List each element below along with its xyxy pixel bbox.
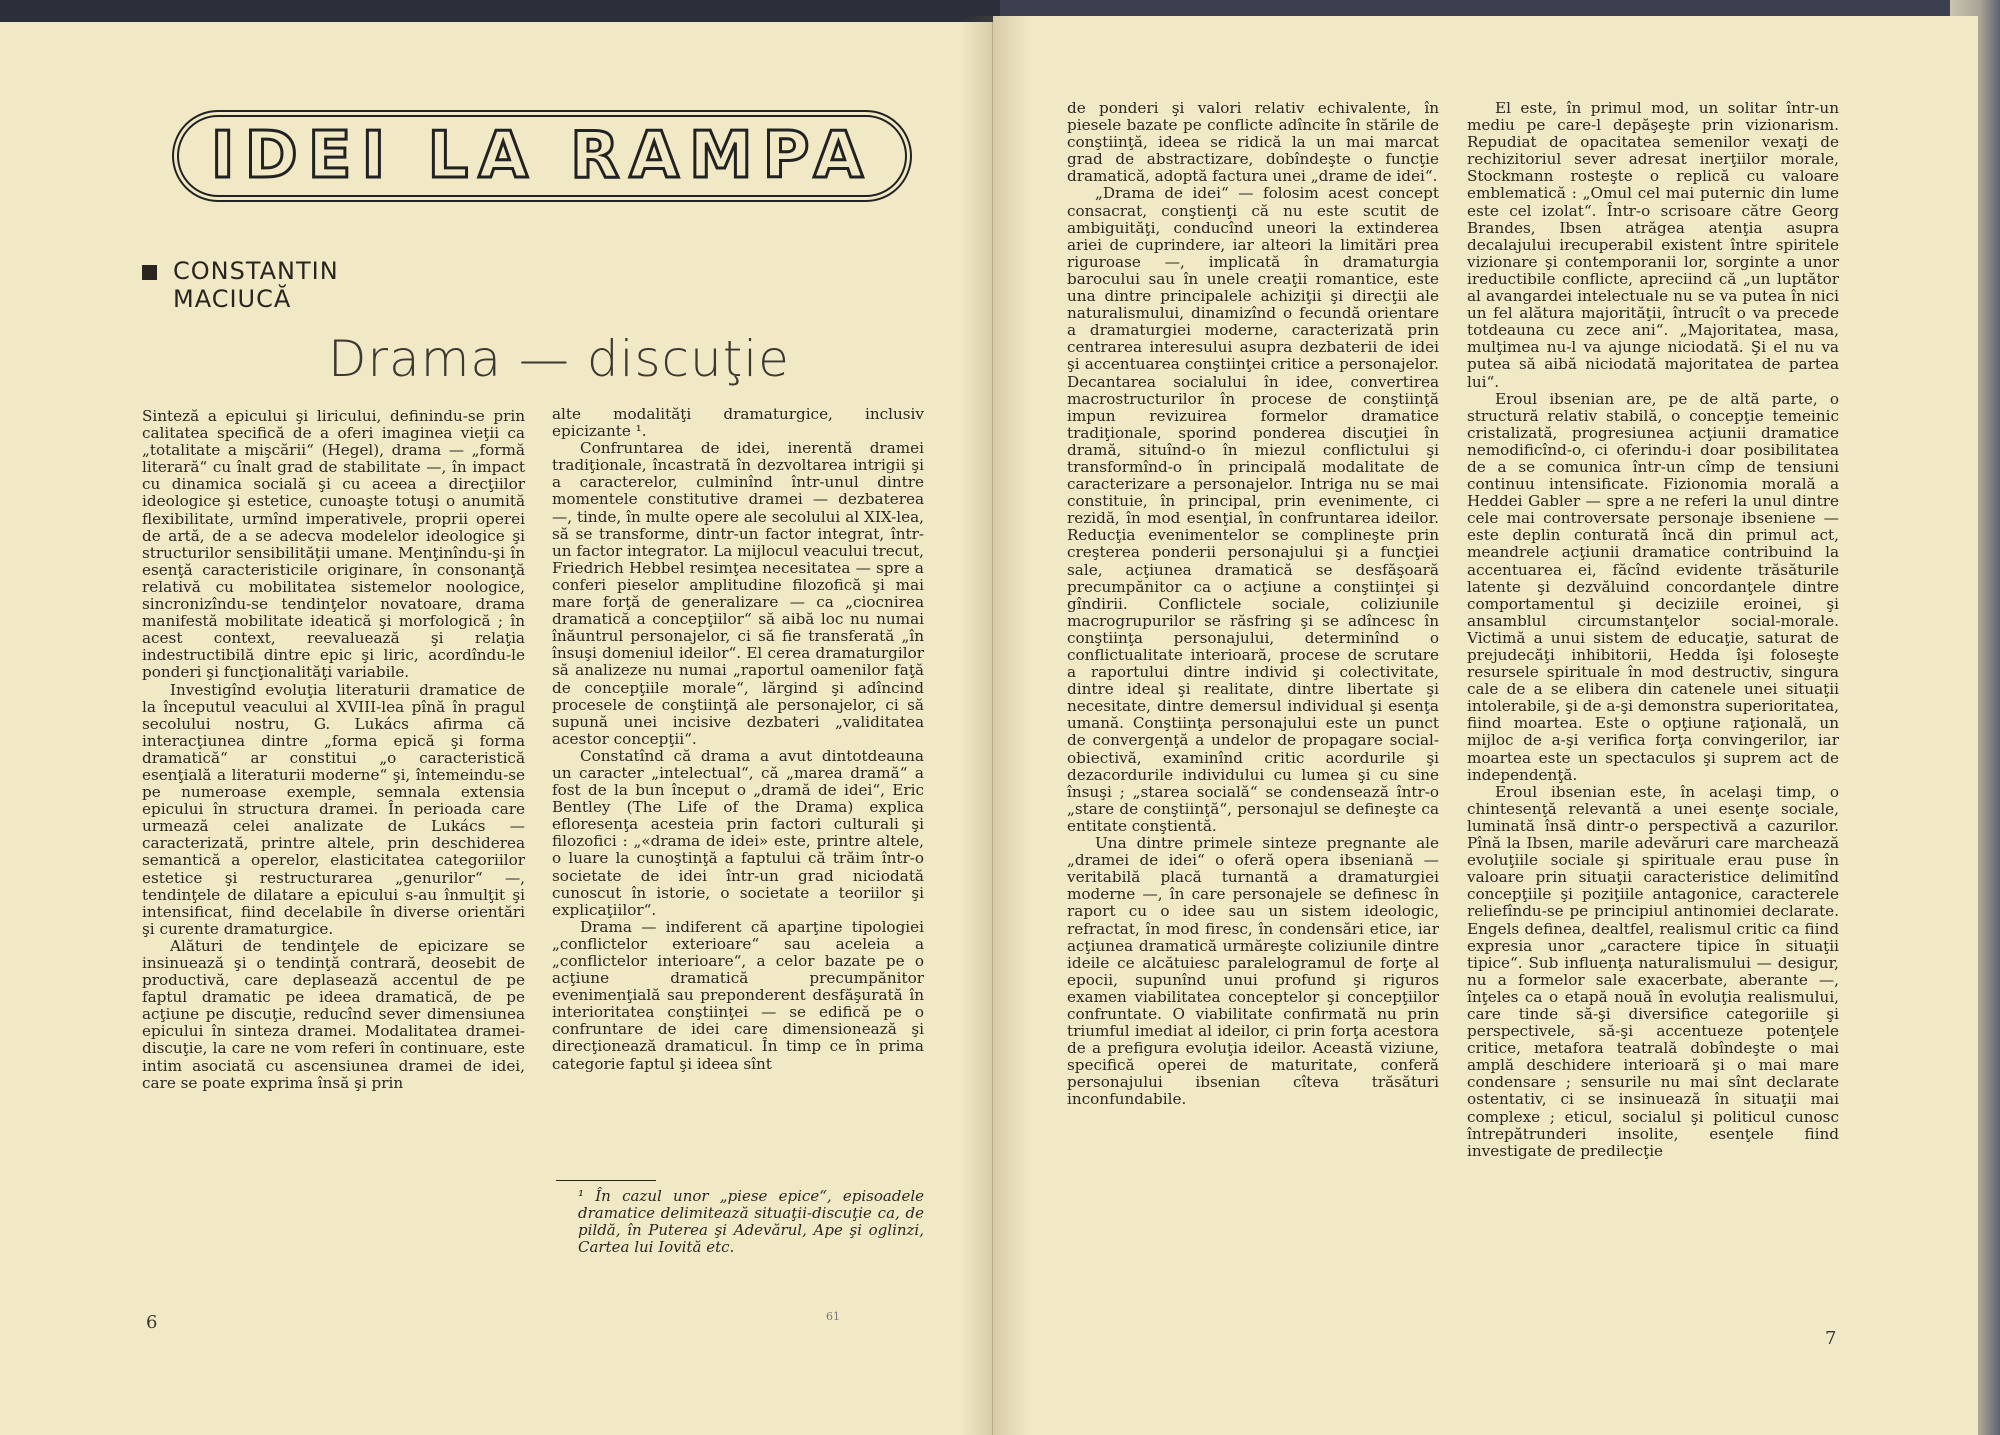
left-column-2 — [552, 406, 924, 1073]
paragraph: Confruntarea de idei, inerentă dramei tradiţionale, încastrată în dezvoltarea intrigii şi a caracterelor, culminînd într-unul dintre momentele constitutive dramei — dezbaterea —, tinde, în multe opere ale secolului al XIX-lea, să se transforme, dintr-un factor integrat, într-un factor integrator. La mijlocul veacului trecut, Friedrich Hebbel resimţea necesitatea — spre a conferi pieselor amplitudine filozofică şi mai mare forţă de generalizare — ca „ciocnirea dramatică a concepţiilor“ să aibă loc nu numai înăuntrul personajelor, ci să fie transferată „în însuşi domeniul ideilor“. El cerea dramaturgilor să analizeze nu numai „raportul oamenilor faţă de concepţiile morale“, lărgind şi adîncind procesele de conştiinţă ale personajelor, ci să supună unei incisive dezbateri „validitatea acestor concepţii“. — [552, 439, 924, 748]
left-page — [0, 22, 993, 1435]
left-column-1 — [142, 408, 525, 1092]
paragraph: „Drama de idei“ — folosim acest concept consacrat, conştienţi că nu este scutit de ambiguităţi, conducînd uneori la extinderea ariei de cuprindere, iar alteori la limitări prea riguroase —, implicată în dramaturgia barocului sau în unele creaţii romantice, este una dintre principalele achiziţii şi direcţii ale naturalismului, dinamizînd o fecundă orientare a dramaturgiei moderne, caracterizată prin centrarea interesului asupra dezbaterii de idei şi accentuarea conştiinţei critice a personajelor. Decantarea socialului în idee, convertirea macrostructurilor în procese de conştiinţă impun revizuirea formelor dramatice tradiţionale, sporind ponderea discuţiei în dramă, situînd-o în miezul conflictului şi transformînd-o în principală modalitate de caracterizare a personajelor. Intriga nu se mai constituie, în principal, prin evenimente, ci rezidă, în mod esenţial, în confruntarea ideilor. Reducţia evenimentelor se complineşte prin creşterea ponderii personajului şi a funcţiei sale, acţiunea dramatică se desfăşoară precumpănitor ca o acţiune a conştiinţei şi gîndirii. Conflictele sociale, coliziunile macrogrupurilor se răsfring şi se adîncesc în conştiinţa personajului, determinînd o conflictualitate interioară, procese de scrutare a raportului dintre individ şi colectivitate, dintre ideal şi realitate, dintre libertate şi necesitate, dintre demersul individual şi esenţa umană. Conştiinţa personajului este un punct de convergenţă a undelor de propagare social-obiectivă, examinînd critic acordurile şi dezacordurile individului cu lumea şi cu sine însuşi ; „starea socială“ se condensează într-o „stare de conştiinţă“, personajul se defineşte ca entitate conştientă. — [1067, 184, 1439, 835]
paragraph: El este, în primul mod, un solitar într-un mediu pe care-l depăşeşte prin vizionarism. Repudiat de opacitatea semenilor vexaţi de rechizitoriul sever adresat inerţiilor morale, Stockmann rosteşte o replică cu valoare emblematică : „Omul cel mai puternic din lume este cel izolat“. Într-o scrisoare către Georg Brandes, Ibsen atrăgea atenţia asupra decalajului irecuperabil existent între spiritele vizionare şi contemporanii lor, sorginte a unor ireductibile conflicte, apreciind că „un luptător al avangardei intelectuale nu se va putea în nici un fel alătura majorităţii, întrucît o va precede totdeauna cu zece ani“. „Majoritatea, masa, mulţimea nu-l va ajunge niciodată. Şi el nu va putea să aibă niciodată majoritatea de partea lui“. — [1467, 99, 1839, 391]
paragraph: Eroul ibsenian are, pe de altă parte, o structură relativ stabilă, o concepţie temeinic cristalizată, progresiunea acţiunii dramatice nemodificînd-o, ci oferindu-i doar posibilitatea de a se comunica într-un cîmp de tensiuni continuu intensificate. Fizionomia morală a Heddei Gabler — spre a ne referi la unul dintre cele mai controversate personaje ibseniene — este deplin conturată încă din primul act, meandrele acţiunii dramatice contribuind la accentuarea ei, făcînd evidente trăsăturile latente şi dezvăluind concordanţele dintre comportamentul şi deciziile eroinei, şi ansamblul circumstanţelor social-morale. Victimă a unui sistem de educaţie, saturat de prejudecăţi inhibitorii, Hedda îşi foloseşte resursele spirituale în mod destructiv, singura cale de a se elibera din catenele unei situaţii intolerabile, şi de a-şi demonstra superioritatea, fiind moartea. Este o opţiune raţională, un mijloc de a-şi verifica forţa convingerilor, iar moartea este un spectaculos şi suprem act de independenţă. — [1467, 389, 1839, 784]
right-column-2 — [1467, 100, 1839, 1160]
page-number-right: 7 — [1825, 1328, 1837, 1349]
author-block — [142, 257, 339, 313]
paragraph: Alături de tendinţele de epicizare se insinuează şi o tendinţă contrară, deosebit de productivă, care deplasează accentul de pe faptul dramatic pe ideea dramatică, de pe acţiune pe discuţie, reducînd sever dimensiunea epicului în sinteza dramei. Modalitatea dramei-discuţie, la care ne vom referi în continuare, este intim asociată cu ascensiunea dramei de idei, care se poate exprima însă şi prin — [142, 936, 525, 1092]
paragraph: Drama — indiferent că aparţine tipologiei „conflictelor exterioare“ sau aceleia a „conflictelor interioare“, a celor bazate pe o acţiune dramatică precumpănitor evenimenţială sau preponderent desfăşurată în interioritatea conştiinţei — se edifică pe o confruntare de idei care dimensionează şi direcţionează dramaticul. În timp ce în prima categorie faptul şi ideea sînt — [552, 917, 924, 1073]
article-title: Drama — discuţie — [328, 330, 790, 388]
masthead-logo — [172, 110, 912, 202]
binding-top — [1000, 0, 1950, 16]
page-number-center: 61 — [826, 1310, 840, 1323]
paragraph: Investigînd evoluţia literaturii dramatice de la începutul veacului al XVIII-lea pînă în pragul secolului nostru, G. Lukács afirma că interacţiunea dintre „forma epică şi forma dramatică“ ar constitui „o caracteristică esenţială a literaturii moderne“ şi, întemeindu-se pe numeroase exemple, semnala extensia epicului în structura dramei. În perioada care urmează celei analizate de Lukács — caracterizată, printre altele, prin deschiderea semantică a operelor, elasticitatea categoriilor estetice şi restructurarea „genurilor“ —, tendinţele de dilatare a epicului s-au înmulţit şi intensificat, fiind decelabile în diverse orientări şi curente dramaturgice. — [142, 680, 525, 938]
paragraph: Eroul ibsenian este, în acelaşi timp, o chintesenţă relevantă a unei esenţe sociale, luminată însă dintr-o perspectivă a cazurilor. Pînă la Ibsen, marile adevăruri care marchează evoluţiile sociale şi spirituale erau puse în valoare prin situaţii caracteristice delimitînd concepţiile şi poziţiile antagonice, caracterele reliefîndu-se pe principiul antinomiei declarate. Engels definea, dealtfel, realismul critic ca fiind expresia unor „caractere tipice în situaţii tipice“. Sub influenţa naturalismului — desigur, nu a formelor sale exacerbate, aberante —, înţeles ca o etapă nouă în evoluţia realismului, care tinde să-şi diversifice categoriile şi perspectivele, să-şi accentueze potenţele critice, metafora teatrală dobîndeşte o mai amplă deschidere interioară şi o mai mare condensare ; sensurile nu mai sînt declarate ostentativ, ci se insinuează în situaţii mai complexe ; eticul, socialul şi politicul cunosc întrepătrunderi insolite, esenţele fiind investigate de predilecţie — [1467, 782, 1839, 1160]
gutter-shadow — [960, 16, 1030, 1435]
paragraph: de ponderi şi valori relativ echivalente, în piesele bazate pe conflicte adîncite în stările de conştiinţă, ideea se ridică la un mai marcat grad de abstractizare, dobîndeşte o funcţie dramatică, adoptă factura unei „drame de idei“. — [1067, 99, 1439, 186]
author-first-name: CONSTANTIN — [173, 257, 339, 285]
footnote: ¹ În cazul unor „piese epice“, episoadele dramatice delimitează situaţii-discuţie ca, de pildă, în Puterea şi Adevărul, Ape şi oglinzi, Cartea lui Iovită etc. — [578, 1187, 924, 1256]
footnote-rule — [556, 1180, 656, 1181]
paragraph: Una dintre primele sinteze pregnante ale „dramei de idei“ o oferă opera ibseniană — veritabilă placă turnantă a dramaturgiei moderne —, în care personajele se definesc în raport cu o idee sau un sistem ideologic, refractat, în mod firesc, în condensări etice, iar acţiunea dramatică urmăreşte coliziunile dintre ideile ce alcătuiesc paralelogramul de forţe al epocii, supunînd unui profund şi riguros examen viabilitatea conceptelor şi concepţiilor confruntate. O viabilitate confirmată nu prin triumful imediat al ideilor, ci prin forţa acestora de a prefigura evoluţia ideilor. Această viziune, specifică operei de maturitate, conferă personajului ibsenian cîteva trăsături inconfundabile. — [1067, 834, 1439, 1109]
paragraph: alte modalităţi dramaturgice, inclusiv epicizante ¹. — [552, 405, 924, 441]
paragraph: Sinteză a epicului şi liricului, definindu-se prin calitatea specifică de a oferi imaginea vieţii ca „totalitate a mişcării“ (Hegel), drama — „formă literară“ cu înalt grad de stabilitate —, în impact cu dinamica socială şi cu aceea a direcţiilor ideologice şi estetice, cunoaşte totuşi o anumită flexibilitate, urmînd imperativele, proprii operei de artă, de a se adecva modelelor ideologice şi structurilor sensibilităţii umane. Menţinîndu-şi în esenţă caracteristicile originare, în consonanţă relativă cu mobilitatea sistemelor noologice, sincronizîndu-se tendinţelor novatoare, drama manifestă mobilitate ideatică şi morfologică ; în acest context, reevaluează şi relaţia indestructibilă dintre epic şi liric, acordîndu-le ponderi şi funcţionalităţi variabile. — [142, 407, 525, 682]
masthead-title: IDEI LA RAMPA — [210, 119, 874, 193]
author-name — [173, 257, 339, 313]
right-page — [993, 16, 1978, 1435]
paragraph: Constatînd că drama a avut dintotdeauna un caracter „intelectual“, că „marea dramă“ a fost de la bun început o „dramă de idei“, Eric Bentley (The Life of the Drama) explica efloresenţa acesteia prin factori culturali şi filozofici : „«drama de idei» este, printre altele, o luare la cunoştinţă a faptului că trăim într-o societate de idei într-un grad niciodată cunoscut în istorie, o societate a teoriilor şi explicaţiilor“. — [552, 746, 924, 919]
right-column-1 — [1067, 100, 1439, 1109]
bullet-square-icon — [142, 265, 157, 280]
author-last-name: MACIUCĂ — [173, 285, 292, 313]
page-number-left: 6 — [146, 1312, 158, 1333]
